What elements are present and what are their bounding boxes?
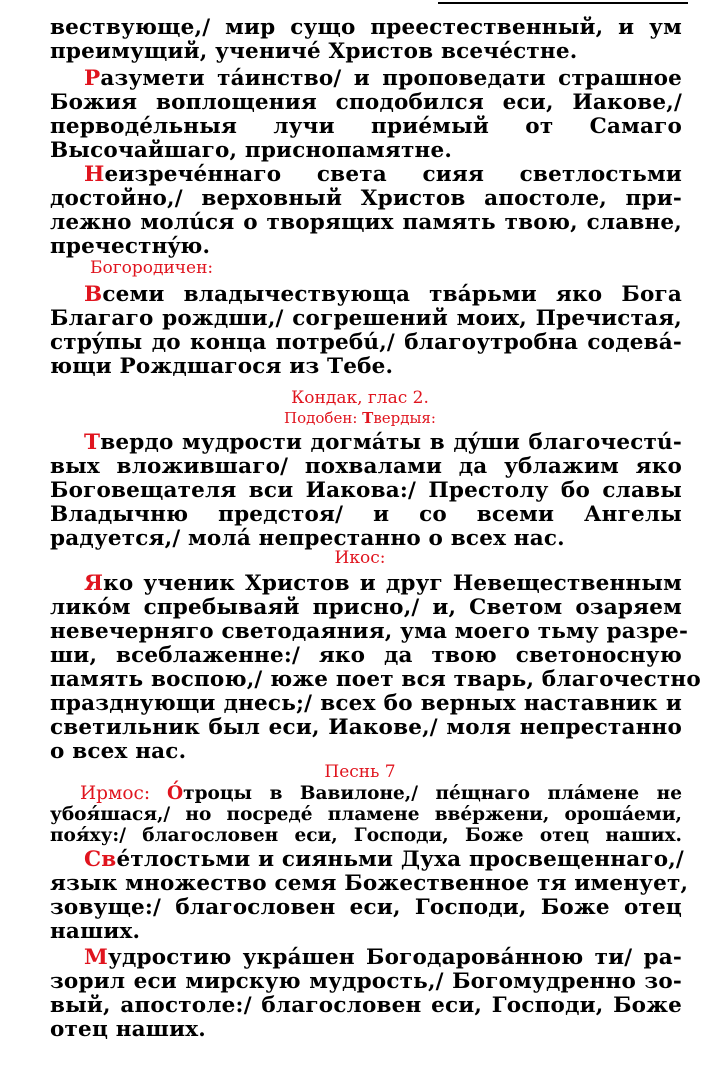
section-title-pesn: Песнь 7 bbox=[324, 762, 396, 782]
text-line: преимущий, ученичé Христов всечéстне. bbox=[50, 39, 578, 64]
irmos-line: Ирмос: О́троцы в Вавилоне,/ пéщнаго плáмене не bbox=[80, 783, 682, 804]
text-line: зовуще:/ благословен еси, Господи, Боже отец bbox=[50, 895, 682, 920]
drop-letter: Р bbox=[84, 66, 101, 91]
text-line: Боговещателя вси Иакова:/ Престолу бо славы bbox=[50, 478, 682, 503]
text-line: радуется,/ молá непрестанно о всех нас. bbox=[50, 526, 565, 551]
irmos-line: убоя́шася,/ но посредé пламене ввéржени, орошáеми, bbox=[50, 804, 682, 825]
text-line: лежно молúся о творящих память твою, славне, bbox=[50, 210, 682, 235]
text-line: Свéтлостьми и сияньми Духа просвещеннаго,/ bbox=[84, 847, 684, 872]
text-line: Владычню предстоя/ и со всеми Ангелы bbox=[50, 502, 682, 527]
text-line: наших. bbox=[50, 919, 141, 944]
text-line: стрýпы до конца потребú,/ благоутробна содевá- bbox=[50, 330, 682, 355]
text-line: Твердо мудрости догмáты в дýши благочестú- bbox=[84, 430, 682, 455]
text-line: Высочайшаго, приснопамятне. bbox=[50, 138, 453, 163]
text-line: память воспою,/ юже поет вся тварь, благочестно bbox=[50, 667, 701, 692]
text-line: вый, апостоле:/ благословен еси, Господи, Боже bbox=[50, 993, 682, 1018]
drop-letter: Т bbox=[84, 430, 101, 455]
drop-letter: Н bbox=[84, 162, 105, 187]
text-line: достойно,/ верховный Христов апостоле, при- bbox=[50, 186, 682, 211]
top-rule bbox=[438, 2, 688, 4]
drop-letter: О́ bbox=[167, 783, 184, 804]
irmos-label: Ирмос: bbox=[80, 783, 168, 804]
text-line: ющи Рождшагося из Тебе. bbox=[50, 354, 394, 379]
text-line: празднующи днесь;/ всех бо верных наставник и bbox=[50, 691, 682, 716]
text-line: пречестнýю. bbox=[50, 234, 211, 259]
podoben-line: Подобен: Твердыя: bbox=[284, 409, 436, 427]
drop-letter: В bbox=[84, 282, 103, 307]
text-line: Божия воплощения сподобился еси, Иакове,/ bbox=[50, 90, 682, 115]
text-line: невечерняго светодаяния, ума моего тьму разре- bbox=[50, 619, 689, 644]
text-line: перводéльныя лучи приéмый от Самаго bbox=[50, 114, 682, 139]
text-line: Яко ученик Христов и друг Невещественным bbox=[84, 571, 682, 596]
irmos-line: поя́ху:/ благословен еси, Господи, Боже отец наших. bbox=[50, 825, 682, 846]
drop-letter: Св bbox=[84, 847, 117, 872]
text-line: о всех нас. bbox=[50, 739, 187, 764]
drop-letter: М bbox=[84, 945, 108, 970]
section-label-bogorodichen: Богородичен: bbox=[90, 258, 214, 278]
text-line: вых вложившаго/ похвалами да ублажим яко bbox=[50, 454, 682, 479]
text-line: Всеми владычествующа твáрьми яко Бога bbox=[84, 282, 682, 307]
drop-letter: Я bbox=[84, 571, 104, 596]
text-line: Мудростию укрáшен Богодаровáнною ти/ ра- bbox=[84, 945, 682, 970]
text-line: ши, всеблаженне:/ яко да твою светоносную bbox=[50, 643, 682, 668]
text-line: ликóм спребываяй присно,/ и, Светом озаряем bbox=[50, 595, 682, 620]
text-line: светильник был еси, Иакове,/ моля непрестанно bbox=[50, 715, 682, 740]
text-line: зорил еси мирскую мудрость,/ Богомудренно зо- bbox=[50, 969, 682, 994]
text-line: язык множество семя Божественное тя именует, bbox=[50, 871, 689, 896]
section-title-ikos: Икос: bbox=[334, 548, 386, 568]
text-line: Разумети тáинство/ и проповедати страшное bbox=[84, 66, 682, 91]
text-line: отец наших. bbox=[50, 1017, 206, 1042]
text-line: вествующе,/ мир сущо преестественный, и ум bbox=[50, 15, 682, 40]
text-line: Благаго рождши,/ согрешений моих, Пречистая, bbox=[50, 306, 682, 331]
section-title-kondak: Кондак, глас 2. bbox=[291, 388, 429, 408]
text-line: Неизречéннаго света сияя светлостьми bbox=[84, 162, 682, 187]
